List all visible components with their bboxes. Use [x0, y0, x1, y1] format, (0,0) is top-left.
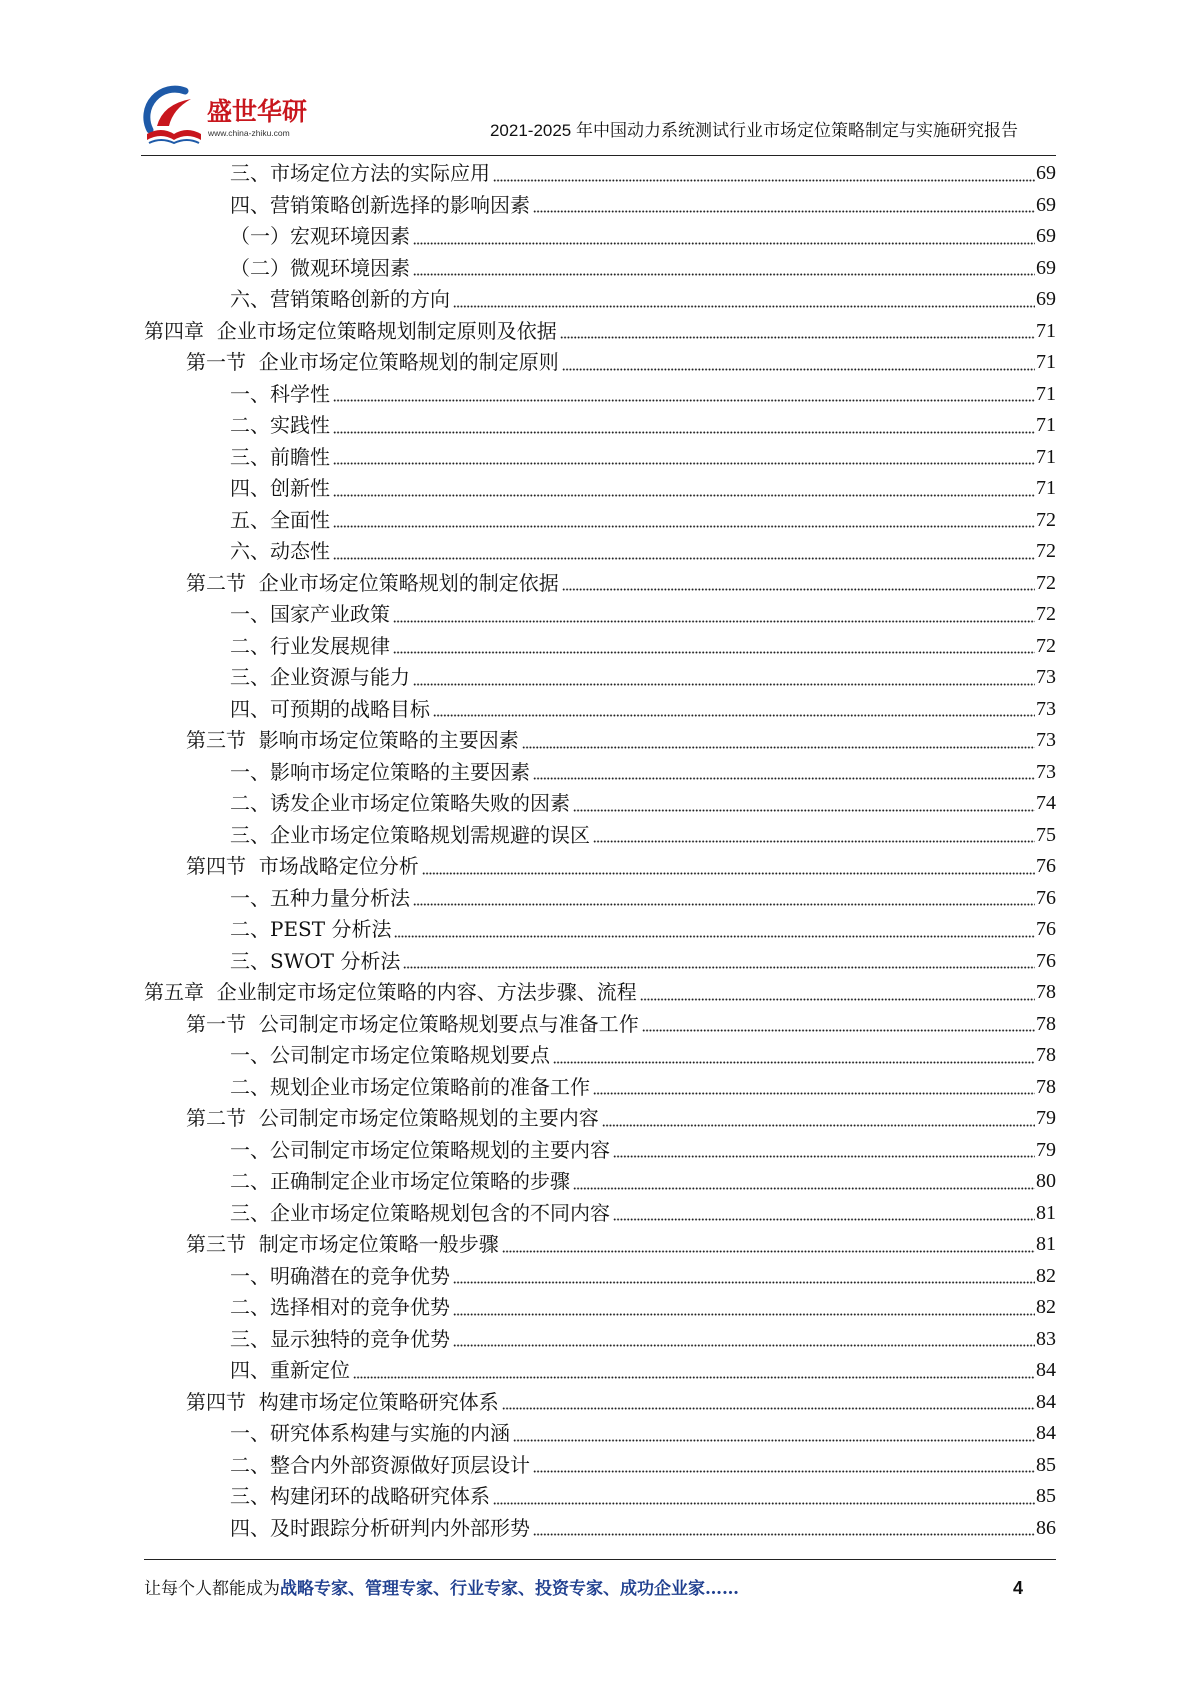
toc-dot-leader: [562, 568, 1035, 600]
page-number: 4: [1013, 1578, 1024, 1598]
toc-entry-title: 六、营销策略创新的方向: [230, 287, 450, 311]
toc-dot-leader: [513, 1418, 1035, 1450]
toc-section[interactable]: [144, 568, 1056, 600]
toc-dot-leader: [333, 379, 1035, 411]
toc-item[interactable]: [144, 820, 1056, 852]
toc-entry-title: 四、重新定位: [230, 1358, 350, 1382]
toc-entry-page: 78: [1036, 1044, 1056, 1066]
toc-item[interactable]: [144, 1513, 1056, 1545]
toc-entry-page: 83: [1036, 1327, 1056, 1350]
toc-dot-leader: [602, 1103, 1035, 1135]
toc-entry-page: 71: [1036, 319, 1056, 342]
toc-entry-page: 71: [1036, 382, 1056, 405]
toc-dot-leader: [453, 284, 1035, 316]
toc-dot-leader: [593, 1072, 1035, 1104]
toc-dot-leader: [413, 221, 1035, 253]
toc-item[interactable]: [144, 221, 1056, 253]
toc-entry-page: 69: [1036, 256, 1056, 279]
toc-item[interactable]: [144, 1450, 1056, 1482]
toc-dot-leader: [502, 1387, 1035, 1419]
toc-entry-page: 84: [1036, 1359, 1056, 1381]
toc-dot-leader: [393, 599, 1035, 631]
toc-item[interactable]: [144, 1481, 1056, 1513]
toc-entry-page: 72: [1036, 540, 1056, 562]
toc-item[interactable]: [144, 1040, 1056, 1072]
toc-entry-title: 第五章 企业制定市场定位策略的内容、方法步骤、流程: [144, 980, 637, 1004]
toc-dot-leader: [560, 316, 1035, 348]
toc-entry-title: （二）微观环境因素: [230, 255, 410, 280]
toc-dot-leader: [333, 536, 1035, 568]
toc-dot-leader: [493, 1481, 1035, 1513]
toc-entry-title: 二、实践性: [230, 413, 330, 437]
toc-entry-page: 74: [1036, 792, 1056, 814]
toc-entry-title: 六、动态性: [230, 539, 330, 563]
toc-item[interactable]: [144, 1292, 1056, 1324]
toc-entry-title: 一、公司制定市场定位策略规划的主要内容: [230, 1137, 610, 1162]
toc-entry-page: 76: [1036, 949, 1056, 972]
toc-entry-title: 第三节 制定市场定位策略一般步骤: [186, 1232, 499, 1256]
toc-dot-leader: [613, 1198, 1035, 1230]
toc-item[interactable]: [144, 662, 1056, 694]
toc-item[interactable]: [144, 473, 1056, 505]
toc-dot-leader: [640, 977, 1035, 1009]
toc-item[interactable]: [144, 536, 1056, 568]
toc-dot-leader: [413, 253, 1035, 285]
toc-item[interactable]: [144, 1418, 1056, 1450]
toc-entry-title: 三、企业市场定位策略规划包含的不同内容: [230, 1200, 610, 1225]
toc-dot-leader: [453, 1292, 1035, 1324]
toc-entry-page: 73: [1036, 760, 1056, 783]
toc-entry-page: 71: [1036, 414, 1056, 436]
toc-item[interactable]: [144, 442, 1056, 474]
toc-dot-leader: [502, 1229, 1035, 1261]
toc-entry-title: 五、全面性: [230, 507, 330, 532]
toc-entry-page: 76: [1036, 918, 1056, 940]
toc-entry-title: 一、明确潜在的竞争优势: [230, 1263, 450, 1288]
toc-entry-title: 第四节 市场战略定位分析: [186, 854, 419, 878]
toc-entry-title: 二、整合内外部资源做好顶层设计: [230, 1452, 530, 1477]
toc-item[interactable]: [144, 1198, 1056, 1230]
toc-entry-page: 81: [1036, 1233, 1056, 1255]
toc-dot-leader: [403, 946, 1035, 978]
toc-entry-title: 四、营销策略创新选择的影响因素: [230, 192, 530, 217]
toc-entry-page: 71: [1036, 445, 1056, 468]
toc-entry-title: 一、国家产业政策: [230, 602, 390, 626]
toc-section[interactable]: [144, 725, 1056, 757]
toc-entry-page: 69: [1036, 288, 1056, 310]
toc-entry-title: 四、创新性: [230, 476, 330, 500]
toc-entry-title: 四、及时跟踪分析研判内外部形势: [230, 1515, 530, 1540]
logo-wordmark: 盛世华研: [207, 97, 308, 126]
toc-entry-page: 71: [1036, 477, 1056, 499]
toc-dot-leader: [413, 883, 1035, 915]
toc-dot-leader: [533, 1513, 1035, 1545]
toc-item[interactable]: [144, 883, 1056, 915]
toc-entry-title: 一、影响市场定位策略的主要因素: [230, 759, 530, 784]
toc-entry-title: 四、可预期的战略目标: [230, 696, 430, 721]
footer-slogan: [144, 1578, 739, 1600]
toc-entry-page: 72: [1036, 508, 1056, 531]
toc-item[interactable]: [144, 946, 1056, 978]
toc-item[interactable]: [144, 410, 1056, 442]
logo-book-base: [149, 140, 199, 143]
logo-url: www.china-zhiku.com: [208, 128, 290, 138]
logo-red-swoosh: [157, 99, 191, 126]
toc-dot-leader: [593, 820, 1035, 852]
toc-entry-page: 82: [1036, 1264, 1056, 1287]
toc-dot-leader: [533, 1450, 1035, 1482]
toc-entry-page: 79: [1036, 1138, 1056, 1161]
footer-divider: [144, 1559, 1056, 1560]
toc-dot-leader: [333, 410, 1035, 442]
toc-entry-title: （一）宏观环境因素: [230, 224, 410, 248]
toc-entry-title: 二、PEST 分析法: [230, 917, 392, 941]
toc-item[interactable]: [144, 190, 1056, 222]
toc-section[interactable]: [144, 1229, 1056, 1261]
toc-entry-title: 二、行业发展规律: [230, 633, 390, 658]
toc-entry-page: 84: [1036, 1422, 1056, 1444]
toc-entry-title: 三、构建闭环的战略研究体系: [230, 1484, 490, 1508]
toc-entry-title: 第二节 企业市场定位策略规划的制定依据: [186, 570, 559, 595]
toc-entry-title: 三、SWOT 分析法: [230, 948, 401, 973]
toc-dot-leader: [573, 1166, 1035, 1198]
toc-entry-title: 二、正确制定企业市场定位策略的步骤: [230, 1169, 570, 1193]
toc-entry-title: 三、企业资源与能力: [230, 665, 410, 689]
toc-entry-page: 72: [1036, 571, 1056, 594]
toc-entry-title: 三、显示独特的竞争优势: [230, 1326, 450, 1351]
toc-entry-page: 73: [1036, 666, 1056, 688]
toc-entry-page: 78: [1036, 1075, 1056, 1098]
toc-dot-leader: [333, 442, 1035, 474]
toc-dot-leader: [333, 473, 1035, 505]
company-logo: [141, 84, 311, 150]
toc-item[interactable]: [144, 631, 1056, 663]
toc-entry-title: 第二节 公司制定市场定位策略规划的主要内容: [186, 1106, 599, 1130]
report-title: 2021-2025 年中国动力系统测试行业市场定位策略制定与实施研究报告: [489, 121, 1018, 140]
toc-item[interactable]: [144, 1166, 1056, 1198]
toc-entry-title: 第一节 企业市场定位策略规划的制定原则: [186, 350, 559, 374]
toc-dot-leader: [394, 914, 1035, 946]
toc-chapter[interactable]: [144, 316, 1056, 348]
toc-entry-title: 三、前瞻性: [230, 444, 330, 469]
toc-dot-leader: [613, 1135, 1035, 1167]
toc-item[interactable]: [144, 253, 1056, 285]
footer-slogan-prefix: 让每个人都能成为: [144, 1579, 280, 1599]
toc-section[interactable]: [144, 1103, 1056, 1135]
toc-entry-page: 69: [1036, 193, 1056, 216]
toc-item[interactable]: [144, 379, 1056, 411]
toc-entry-title: 第四节 构建市场定位策略研究体系: [186, 1389, 499, 1414]
toc-dot-leader: [573, 788, 1035, 820]
toc-item[interactable]: [144, 284, 1056, 316]
toc-entry-page: 71: [1036, 351, 1056, 373]
toc-dot-leader: [522, 725, 1035, 757]
toc-dot-leader: [533, 190, 1035, 222]
toc-entry-title: 一、公司制定市场定位策略规划要点: [230, 1043, 550, 1067]
toc-dot-leader: [353, 1355, 1035, 1387]
toc-item[interactable]: [144, 914, 1056, 946]
toc-entry-page: 81: [1036, 1201, 1056, 1224]
toc-item[interactable]: [144, 1135, 1056, 1167]
toc-entry-page: 82: [1036, 1296, 1056, 1318]
toc-section[interactable]: [144, 1387, 1056, 1419]
toc-entry-title: 第三节 影响市场定位策略的主要因素: [186, 728, 519, 752]
toc-section[interactable]: [144, 1009, 1056, 1041]
toc-dot-leader: [553, 1040, 1035, 1072]
toc-entry-page: 78: [1036, 1012, 1056, 1035]
toc-entry-page: 69: [1036, 162, 1056, 184]
toc-dot-leader: [393, 631, 1035, 663]
toc-entry-page: 73: [1036, 729, 1056, 751]
toc-entry-title: 一、研究体系构建与实施的内涵: [230, 1421, 510, 1445]
toc-entry-title: 三、市场定位方法的实际应用: [230, 161, 490, 185]
header-divider: [141, 155, 1056, 156]
toc-entry-page: 79: [1036, 1107, 1056, 1129]
toc-entry-title: 二、诱发企业市场定位策略失败的因素: [230, 791, 570, 815]
toc-item[interactable]: [144, 1355, 1056, 1387]
toc-dot-leader: [413, 662, 1035, 694]
toc-dot-leader: [333, 505, 1035, 537]
logo-book-icon: [147, 130, 201, 140]
toc-entry-page: 84: [1036, 1390, 1056, 1413]
toc-entry-title: 第四章 企业市场定位策略规划制定原则及依据: [144, 318, 557, 343]
toc-entry-page: 78: [1036, 981, 1056, 1003]
toc-section[interactable]: [144, 851, 1056, 883]
toc-entry-page: 80: [1036, 1170, 1056, 1192]
toc-entry-page: 69: [1036, 225, 1056, 247]
toc-entry-page: 76: [1036, 855, 1056, 877]
toc-dot-leader: [533, 757, 1035, 789]
toc-entry-title: 一、科学性: [230, 381, 330, 406]
toc-dot-leader: [562, 347, 1035, 379]
toc-entry-page: 75: [1036, 823, 1056, 846]
toc-dot-leader: [422, 851, 1035, 883]
toc-item[interactable]: [144, 158, 1056, 190]
toc-item[interactable]: [144, 757, 1056, 789]
toc-entry-title: 三、企业市场定位策略规划需规避的误区: [230, 822, 590, 847]
footer-slogan-roles: 战略专家、管理专家、行业专家、投资专家、成功企业家……: [280, 1579, 739, 1599]
toc-entry-title: 二、规划企业市场定位策略前的准备工作: [230, 1074, 590, 1099]
toc-dot-leader: [642, 1009, 1035, 1041]
toc-item[interactable]: [144, 1072, 1056, 1104]
table-of-contents: [144, 158, 1056, 1544]
toc-entry-page: 73: [1036, 697, 1056, 720]
toc-dot-leader: [433, 694, 1035, 726]
toc-dot-leader: [453, 1324, 1035, 1356]
toc-entry-page: 85: [1036, 1485, 1056, 1507]
toc-entry-page: 86: [1036, 1516, 1056, 1539]
toc-item[interactable]: [144, 694, 1056, 726]
toc-chapter[interactable]: [144, 977, 1056, 1009]
toc-item[interactable]: [144, 505, 1056, 537]
toc-section[interactable]: [144, 347, 1056, 379]
toc-entry-title: 二、选择相对的竞争优势: [230, 1295, 450, 1319]
toc-dot-leader: [453, 1261, 1035, 1293]
toc-item[interactable]: [144, 1324, 1056, 1356]
toc-entry-title: 第一节 公司制定市场定位策略规划要点与准备工作: [186, 1011, 639, 1036]
toc-entry-title: 一、五种力量分析法: [230, 885, 410, 910]
toc-entry-page: 72: [1036, 603, 1056, 625]
toc-item[interactable]: [144, 599, 1056, 631]
toc-entry-page: 76: [1036, 886, 1056, 909]
toc-item[interactable]: [144, 788, 1056, 820]
toc-item[interactable]: [144, 1261, 1056, 1293]
toc-entry-page: 72: [1036, 634, 1056, 657]
toc-dot-leader: [493, 158, 1035, 190]
toc-entry-page: 85: [1036, 1453, 1056, 1476]
